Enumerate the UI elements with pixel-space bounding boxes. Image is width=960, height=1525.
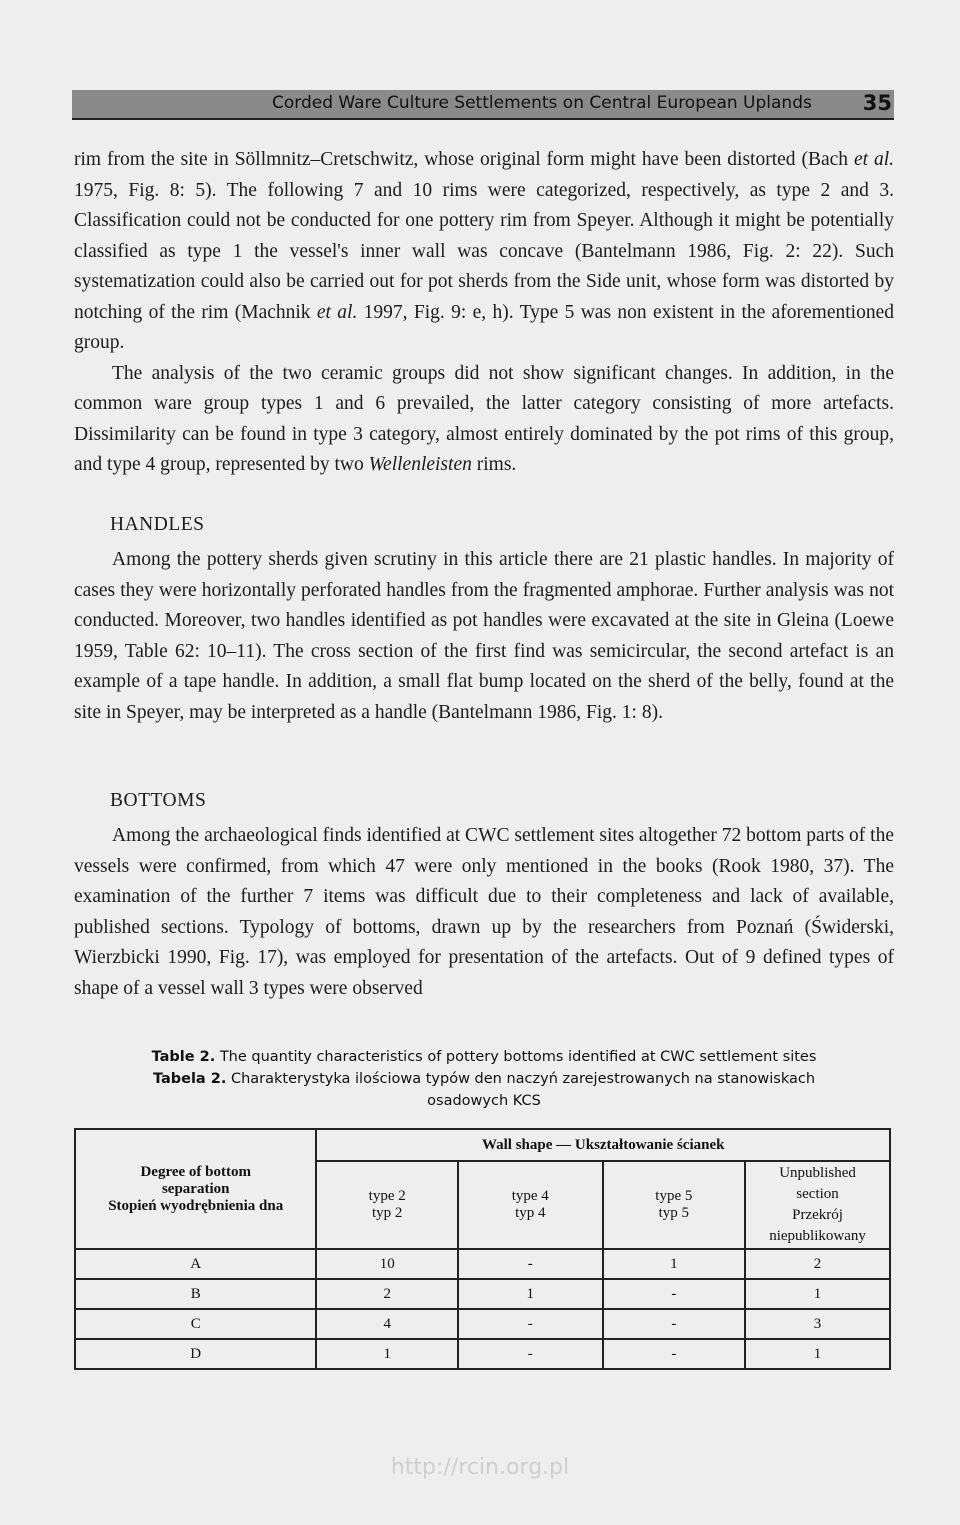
table-cell: 1 (603, 1249, 746, 1279)
table-cell: 2 (316, 1279, 458, 1309)
table-cell: - (603, 1279, 746, 1309)
table-caption (74, 1046, 894, 1112)
table-cell: 1 (745, 1339, 890, 1369)
handles-paragraph: Among the pottery sherds given scrutiny in this article there are 21 plastic handles. In majority of cases they were horizontally perforated handles from the fragmented amphorae. Further analysis was not conducted. Moreover, two handles identified as pot handles were excavated at the site in Gleina (Loewe 1959, Table 62: 10–11). The cross section of the first find was semicircular, the second artefact is an example of a tape handle. In addition, a small flat bump located on the sherd of the belly, found at the site in Speyer, may be interpreted as a handle (Bantelmann 1986, Fig. 1: 8). (74, 549, 894, 723)
row-label: C (75, 1309, 316, 1339)
table-cell: - (458, 1339, 603, 1369)
handles-heading: HANDLES (110, 514, 205, 535)
row-label: A (75, 1249, 316, 1279)
text-run: rims. (471, 454, 517, 475)
column-header-unpublished (745, 1161, 890, 1249)
text-run: rim from the site in Söllmnitz–Cretschwitz, whose original form might have been distorted (Bach (74, 149, 854, 170)
column-header-type4 (458, 1161, 603, 1249)
table-cell: - (603, 1339, 746, 1369)
column-header-type5 (603, 1161, 746, 1249)
column-header-line: type 2 (368, 1188, 406, 1204)
bottoms-heading: BOTTOMS (110, 790, 207, 811)
table-caption-pl-text: Charakterystyka ilościowa typów den naczyń zarejestrowanych na stanowiskach osadowych KCS (230, 1071, 816, 1109)
table-row (75, 1309, 890, 1339)
table-row (75, 1279, 890, 1309)
text-run: The analysis of the two ceramic groups did not show significant changes. In addition, in the common ware group types 1 and 6 prevailed, the latter category consisting of more artefacts. Dissimilarity can be found in type 3 category, almost entirely dominated by the pot rims of this group, and type 4 group, represented by two (74, 362, 894, 475)
corner-header-line: Degree of bottom (140, 1163, 251, 1180)
table-cell: 1 (458, 1279, 603, 1309)
italic-run: et al. (316, 301, 358, 323)
column-header-line: typ 2 (372, 1205, 403, 1221)
table-cell: 10 (316, 1249, 458, 1279)
table-cell: - (458, 1249, 603, 1279)
table-caption-pl (74, 1068, 894, 1112)
paragraph-2 (74, 359, 894, 481)
row-label: B (75, 1279, 316, 1309)
handles-section (74, 545, 894, 728)
corner-header-line: Stopień wyodrębnienia dna (108, 1197, 284, 1214)
table-cell: - (603, 1309, 746, 1339)
column-header-line: typ 5 (658, 1205, 690, 1221)
text-run: 1975, Fig. 8: 5). The following 7 and 10 rims were categorized, respectively, as type 2 and 3. Classification could not be conducted for one pottery rim from Speyer. Although it might be potentially classified as type 1 the vessel's inner wall was concave (Bantelmann 1986, Fig. 2: 22). Such systematization could also be carried out for pot sherds from the Side unit, whose form was distorted by notching of the rim (Machnik (74, 179, 894, 323)
column-header-type2 (316, 1161, 458, 1249)
table-label-pl: Tabela 2. (152, 1071, 227, 1087)
bottoms-table (74, 1128, 891, 1370)
table-cell: 2 (745, 1249, 890, 1279)
table-label-en: Table 2. (151, 1049, 216, 1065)
column-header-line: Unpublished (779, 1165, 856, 1181)
column-header-line: typ 4 (515, 1205, 546, 1221)
text-run: 1997, Fig. 9: e, h). Type 5 was non existent in the aforementioned group. (74, 301, 894, 353)
watermark: http://rcin.org.pl (390, 1455, 570, 1480)
italic-run: et al. (853, 149, 894, 170)
table-row (75, 1339, 890, 1369)
table-cell: 1 (316, 1339, 458, 1369)
running-header (72, 90, 894, 120)
running-header-title: Corded Ware Culture Settlements on Central European Uplands (272, 93, 812, 113)
wall-shape-header: Wall shape — Ukształtowanie ścianek (316, 1129, 890, 1161)
table-cell: 4 (316, 1309, 458, 1339)
table-cell: - (458, 1309, 603, 1339)
column-header-line: niepublikowany (769, 1228, 866, 1244)
table-body (75, 1249, 890, 1369)
bottoms-paragraph: Among the archaeological finds identified at CWC settlement sites altogether 72 bottom parts of the vessels were confirmed, from which 47 were only mentioned in the books (Rook 1980, 37). The examination of the further 7 items was difficult due to their completeness and lack of available, published sections. Typology of bottoms, drawn up by the researchers from Poznań (Świderski, Wierzbicki 1990, Fig. 17), was employed for presentation of the artefacts. Out of 9 defined types of shape of a vessel wall 3 types were observed (74, 825, 894, 999)
column-header-line: Przekrój (792, 1207, 843, 1223)
table-caption-en (74, 1046, 894, 1068)
column-header-line: type 4 (511, 1188, 549, 1204)
page-number: 35 (862, 91, 892, 115)
table-cell: 3 (745, 1309, 890, 1339)
table-row (75, 1249, 890, 1279)
italic-run: Wellenleisten (368, 454, 472, 475)
corner-header-line: separation (161, 1180, 230, 1197)
paragraph-1 (74, 145, 894, 359)
column-header-line: type 5 (655, 1188, 693, 1204)
corner-header (75, 1129, 316, 1249)
table-caption-en-text: The quantity characteristics of pottery bottoms identified at CWC settlement sites (219, 1049, 817, 1065)
bottoms-section (74, 821, 894, 1004)
body-paragraphs (74, 145, 894, 481)
row-label: D (75, 1339, 316, 1369)
column-header-line: section (796, 1186, 839, 1202)
table-cell: 1 (745, 1279, 890, 1309)
